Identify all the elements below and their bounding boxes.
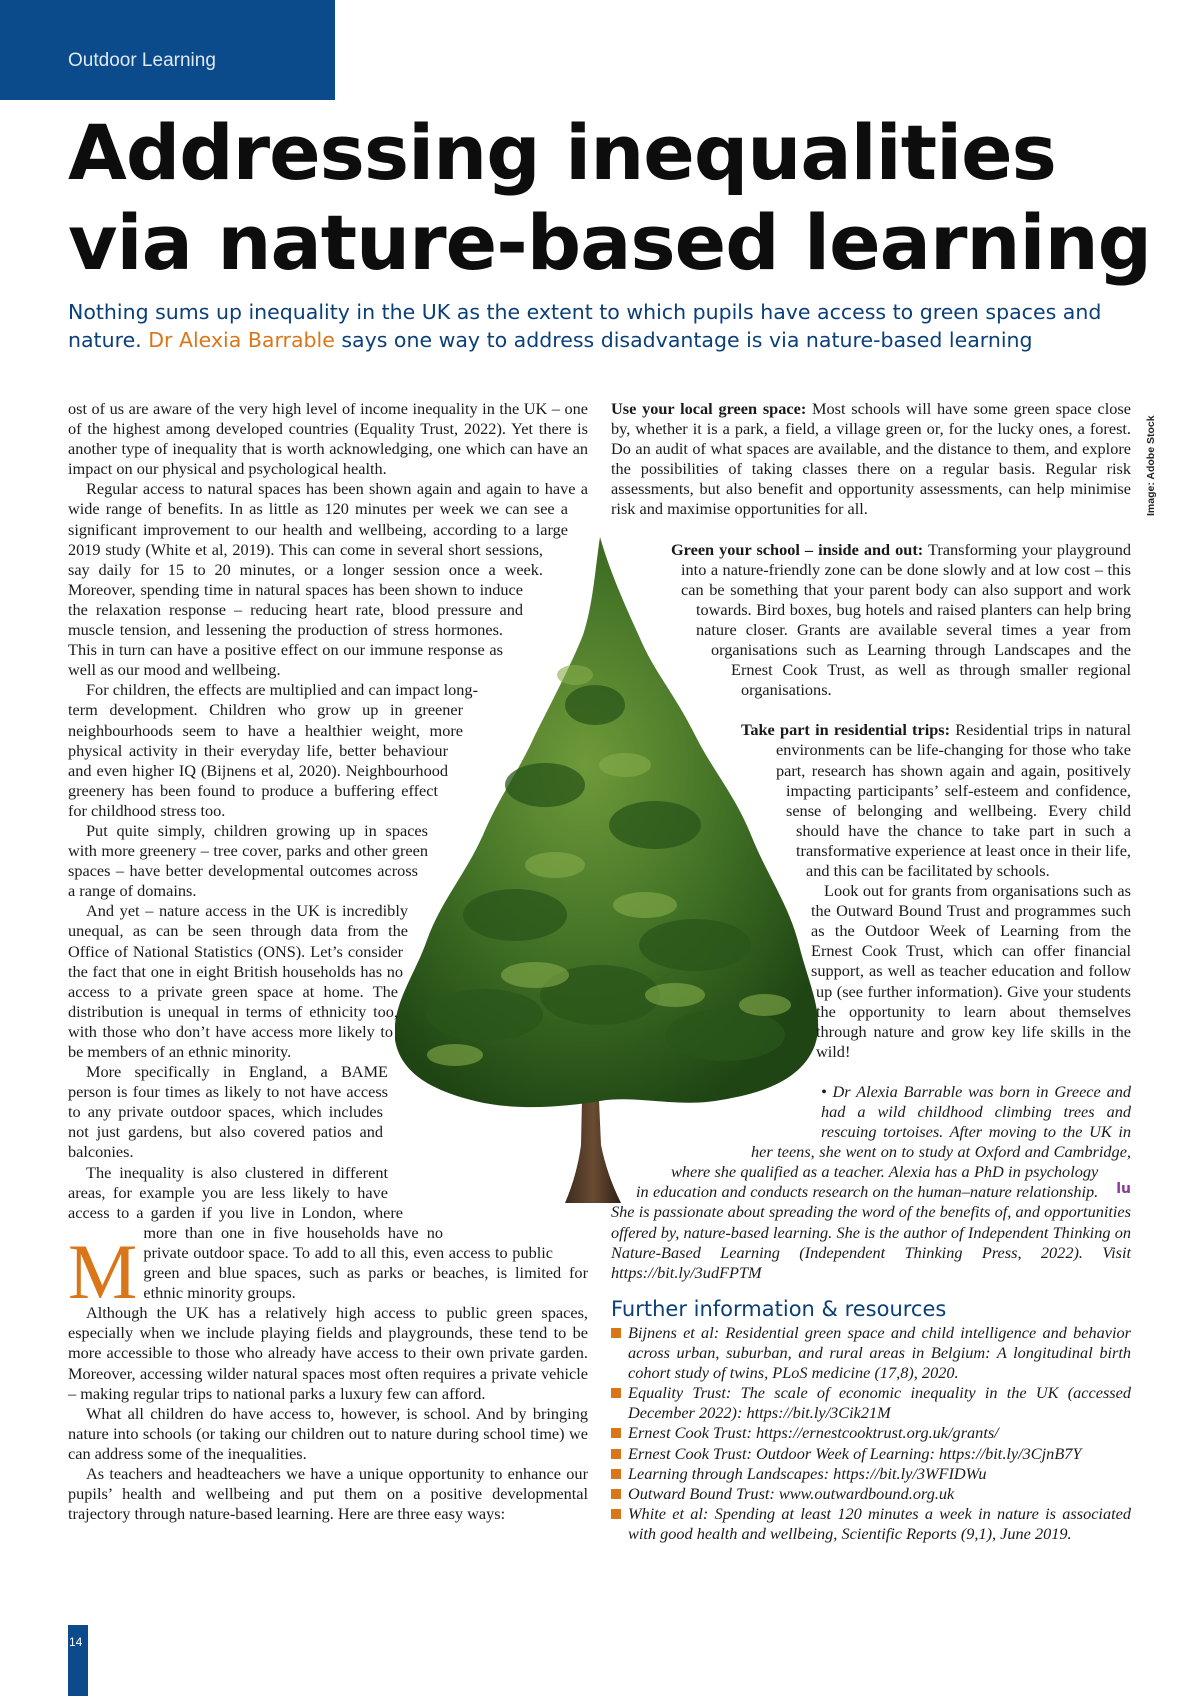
paragraph-text: ost of us are aware of the very high level of income inequality in the UK – one of the highest among developed countries (Equality Trust, 2022). Yet there is another type of inequality that is worth acknowledging, one which can have an impact on our physical and psychological health.	[68, 399, 588, 479]
wrap-spacer	[611, 759, 776, 799]
body-paragraph: For children, the effects are multiplied and can impact long-term development. Children who grow up in greener neighbourhoods seem to have a healthier weight, more physical activity in their everyday life, better behaviour and even higher IQ (Bijnens et al, 2020). Neighbourhood greenery has been found to produce a buffering effect for childhood stress too.	[68, 680, 478, 820]
bullet-square-icon	[611, 1388, 621, 1398]
wrap-spacer	[611, 999, 816, 1079]
wrap-spacer	[611, 1159, 671, 1179]
resource-text: White et al: Spending at least 120 minutes a week in nature is associated with good health and wellbeing, Scientific Reports (9,1), June 2019.	[628, 1503, 1131, 1543]
bullet-square-icon	[611, 1489, 621, 1499]
wrap-spacer	[388, 1159, 588, 1199]
standfirst-author: Dr Alexia Barrable	[148, 328, 335, 352]
resource-item	[611, 1323, 1131, 1383]
tip-lead: Take part in residential trips:	[741, 720, 951, 740]
resource-item	[611, 1504, 1131, 1544]
wrap-spacer	[611, 539, 651, 559]
right-column	[611, 399, 1131, 1544]
left-column	[68, 399, 588, 1524]
wrap-spacer	[611, 799, 786, 839]
wrap-spacer	[418, 879, 588, 919]
wrap-spacer	[478, 679, 588, 719]
body-paragraph: Although the UK has a relatively high access to public green spaces, especially when we include playing fields and playgrounds, these tend to be more accessible to those who already have access to their own private garden. Moreover, accessing wilder natural spaces most often requires a private vehicle – making regular trips to national parks a luxury few can afford.	[68, 1303, 588, 1403]
tip-text: Transforming your playground into a nature-friendly zone can be done slowly and at low cost – this can be something that your parent body can also support and work towards. Bird boxes, bug hotels and raised planters can help bring nature closer. Grants are available several times a year from organisations such as Learning through Landscapes and the Ernest Cook Trust, as well as through smaller regional organisations.	[681, 539, 1131, 700]
page-number: 14	[69, 1635, 83, 1649]
bullet-square-icon	[611, 1469, 621, 1479]
standfirst-after: says one way to address disadvantage is via nature-based learning	[334, 328, 1033, 352]
body-paragraph: Put quite simply, children growing up in spaces with more greenery – tree cover, parks and other green spaces – have better developmental outcomes across a range of domains.	[68, 820, 428, 901]
wrap-spacer	[611, 559, 671, 579]
tip-local-green-space	[611, 399, 1131, 520]
resource-text: Bijnens et al: Residential green space and child intelligence and behavior across urban, suburban, and rural areas in Belgium: A longitudinal birth cohort study of twins, PLoS medicine (17,8), 2020.	[628, 1322, 1131, 1383]
image-credit-text: Image: Adobe Stock	[1145, 415, 1157, 516]
wrap-spacer	[383, 1119, 588, 1159]
standfirst-before: Nothing sums up inequality in the UK as the extent to which pupils have access to green spaces and nature.	[68, 300, 1102, 352]
wrap-spacer	[611, 699, 741, 759]
wrap-spacer	[448, 759, 588, 799]
resource-text: Equality Trust: The scale of economic inequality in the UK (accessed December 2022): https://bit.ly/3Cik21M	[628, 1383, 1131, 1423]
wrap-spacer	[408, 919, 588, 959]
wrap-spacer	[543, 559, 588, 599]
body-paragraph: And yet – nature access in the UK is incredibly unequal, as can be seen through data from the Office of National Statistics (ONS). Let’s consider the fact that one in eight British households has no access to a private green space at home. The distribution is unequal in terms of ethnicity too, with those who don’t have access more likely to be members of an ethnic minority.	[68, 901, 408, 1061]
wrap-spacer	[611, 879, 806, 919]
resources-list	[611, 1323, 1131, 1544]
section-label: Outdoor Learning	[68, 50, 216, 71]
wrap-spacer	[393, 1039, 588, 1079]
further-info-heading: Further information & resources	[611, 1296, 947, 1321]
wrap-spacer	[428, 839, 588, 879]
bullet-square-icon	[611, 1328, 621, 1338]
wrap-spacer	[611, 839, 796, 879]
resource-item	[611, 1423, 1131, 1443]
author-bio: • Dr Alexia Barrable was born in Greece and had a wild childhood climbing trees and rescuing tortoises. After moving to the UK in her teens, she went on to study at Oxford and Cambridge, where she qualified as a teacher. Alexia has a PhD in psychology in education and conducts research on the human–nature relationship. She is passionate about spreading the word of the benefits of, and opportunities offered by, nature-based learning. She is the author of Independent Thinking on Nature-Based Learning (Independent Thinking Press, 2022). Visit https://bit.ly/3udFPTM	[611, 1081, 1131, 1282]
wrap-spacer	[611, 919, 811, 999]
resource-text: Outward Bound Trust: www.outwardbound.org.uk	[628, 1483, 955, 1503]
body-paragraph: The inequality is also clustered in different areas, for example you are less likely to have access to a garden if you live in London, where more than one in five households have no private outdoor space. To add to all this, even access to public green and blue spaces, such as parks or beaches, is limited for ethnic minority groups.	[68, 1162, 588, 1303]
wrap-spacer	[611, 1139, 751, 1159]
resource-item	[611, 1484, 1131, 1504]
wrap-spacer	[611, 1179, 636, 1199]
wrap-spacer	[388, 1079, 588, 1119]
body-paragraph: More specifically in England, a BAME person is four times as likely to not have access to any private outdoor spaces, which includes not just gardens, but also covered patios and balconies.	[68, 1062, 388, 1162]
wrap-spacer	[398, 999, 588, 1039]
wrap-spacer	[503, 639, 588, 679]
drop-cap: M	[68, 1228, 138, 1315]
body-paragraph: What all children do have access to, however, is school. And by bringing nature into schools (or taking our children out to nature during school time) we can address some of the inequalities.	[68, 1403, 588, 1463]
wrap-spacer	[403, 1199, 588, 1219]
article-title	[68, 108, 1168, 288]
wrap-spacer	[611, 619, 696, 659]
wrap-spacer	[443, 1219, 588, 1239]
resource-text: Ernest Cook Trust: https://ernestcooktrust.org.uk/grants/	[628, 1423, 999, 1443]
closing-text: Look out for grants from organisations such as the Outward Bound Trust and programmes such as the Outdoor Week of Learning from the Ernest Cook Trust, which can offer financial support, as well as teacher education and follow up (see further information). Give your students the opportunity to learn about themselves through nature and grow key life skills in the wild!	[811, 881, 1131, 1061]
page-number-strip	[68, 1625, 88, 1696]
wrap-spacer	[463, 719, 588, 759]
wrap-spacer	[611, 1079, 821, 1139]
tip-text: Most schools will have some green space close by, whether it is a park, a field, a village green or, for the lucky ones, a forest. Do an audit of what spaces are available, and the distance to them, and explore the possibilities of taking classes there on a regular basis. Regular risk assessments, but also benefit and opportunity assessments, can help minimise risk and maximise opportunities for all.	[611, 399, 1131, 519]
spacer	[611, 520, 1131, 540]
tip-lead: Use your local green space:	[611, 399, 807, 418]
wrap-spacer	[611, 659, 711, 679]
wrap-spacer	[568, 519, 588, 559]
section-tab	[0, 0, 335, 100]
wrap-spacer	[438, 799, 588, 839]
bullet-square-icon	[611, 1428, 621, 1438]
resource-item	[611, 1444, 1131, 1464]
resource-text: Learning through Landscapes: https://bit.ly/3WFIDWu	[628, 1463, 987, 1483]
bullet-square-icon	[611, 1449, 621, 1459]
tip-text: Residential trips in natural environments can be life-changing for those who take part, research has shown again and again, positively impacting participants’ self-esteem and confidence, sense of belonging and wellbeing. Every child should have the chance to take part in such a transformative experience at least once in their life, and this can be facilitated by schools.	[776, 720, 1131, 880]
bullet-square-icon	[611, 1509, 621, 1519]
wrap-spacer	[611, 679, 731, 699]
body-paragraph: As teachers and headteachers we have a unique opportunity to enhance our pupils’ health and wellbeing and put them on a positive developmental trajectory through nature-based learning. Here are three easy ways:	[68, 1463, 588, 1524]
standfirst	[68, 298, 1128, 354]
wrap-spacer	[553, 1239, 588, 1259]
image-credit	[1143, 404, 1159, 516]
title-line-1: Addressing inequalities	[68, 108, 1056, 197]
tip-lead: Green your school – inside and out:	[671, 539, 924, 559]
resource-text: Ernest Cook Trust: Outdoor Week of Learning: https://bit.ly/3CjnB7Y	[628, 1443, 1082, 1463]
resource-item	[611, 1464, 1131, 1484]
title-line-2: via nature-based learning	[68, 198, 1152, 287]
wrap-spacer	[611, 579, 681, 619]
wrap-spacer	[403, 959, 588, 999]
body-paragraph: Regular access to natural spaces has been shown again and again to have a wide range of benefits. In as little as 120 minutes per week we can see a significant improvement to our health and wellbeing, according to a large 2019 study (White et al, 2019). This can come in several short sessions, say daily for 15 to 20 minutes, or a longer session once a week. Moreover, spending time in natural spaces has been shown to induce the relaxation response – reducing heart rate, blood pressure and muscle tension, and lessening the production of stress hormones. This in turn can have a positive effect on our immune response as well as our mood and wellbeing.	[68, 479, 588, 680]
resource-item	[611, 1383, 1131, 1423]
end-mark: lu	[1116, 1181, 1131, 1197]
wrap-spacer	[523, 599, 588, 639]
